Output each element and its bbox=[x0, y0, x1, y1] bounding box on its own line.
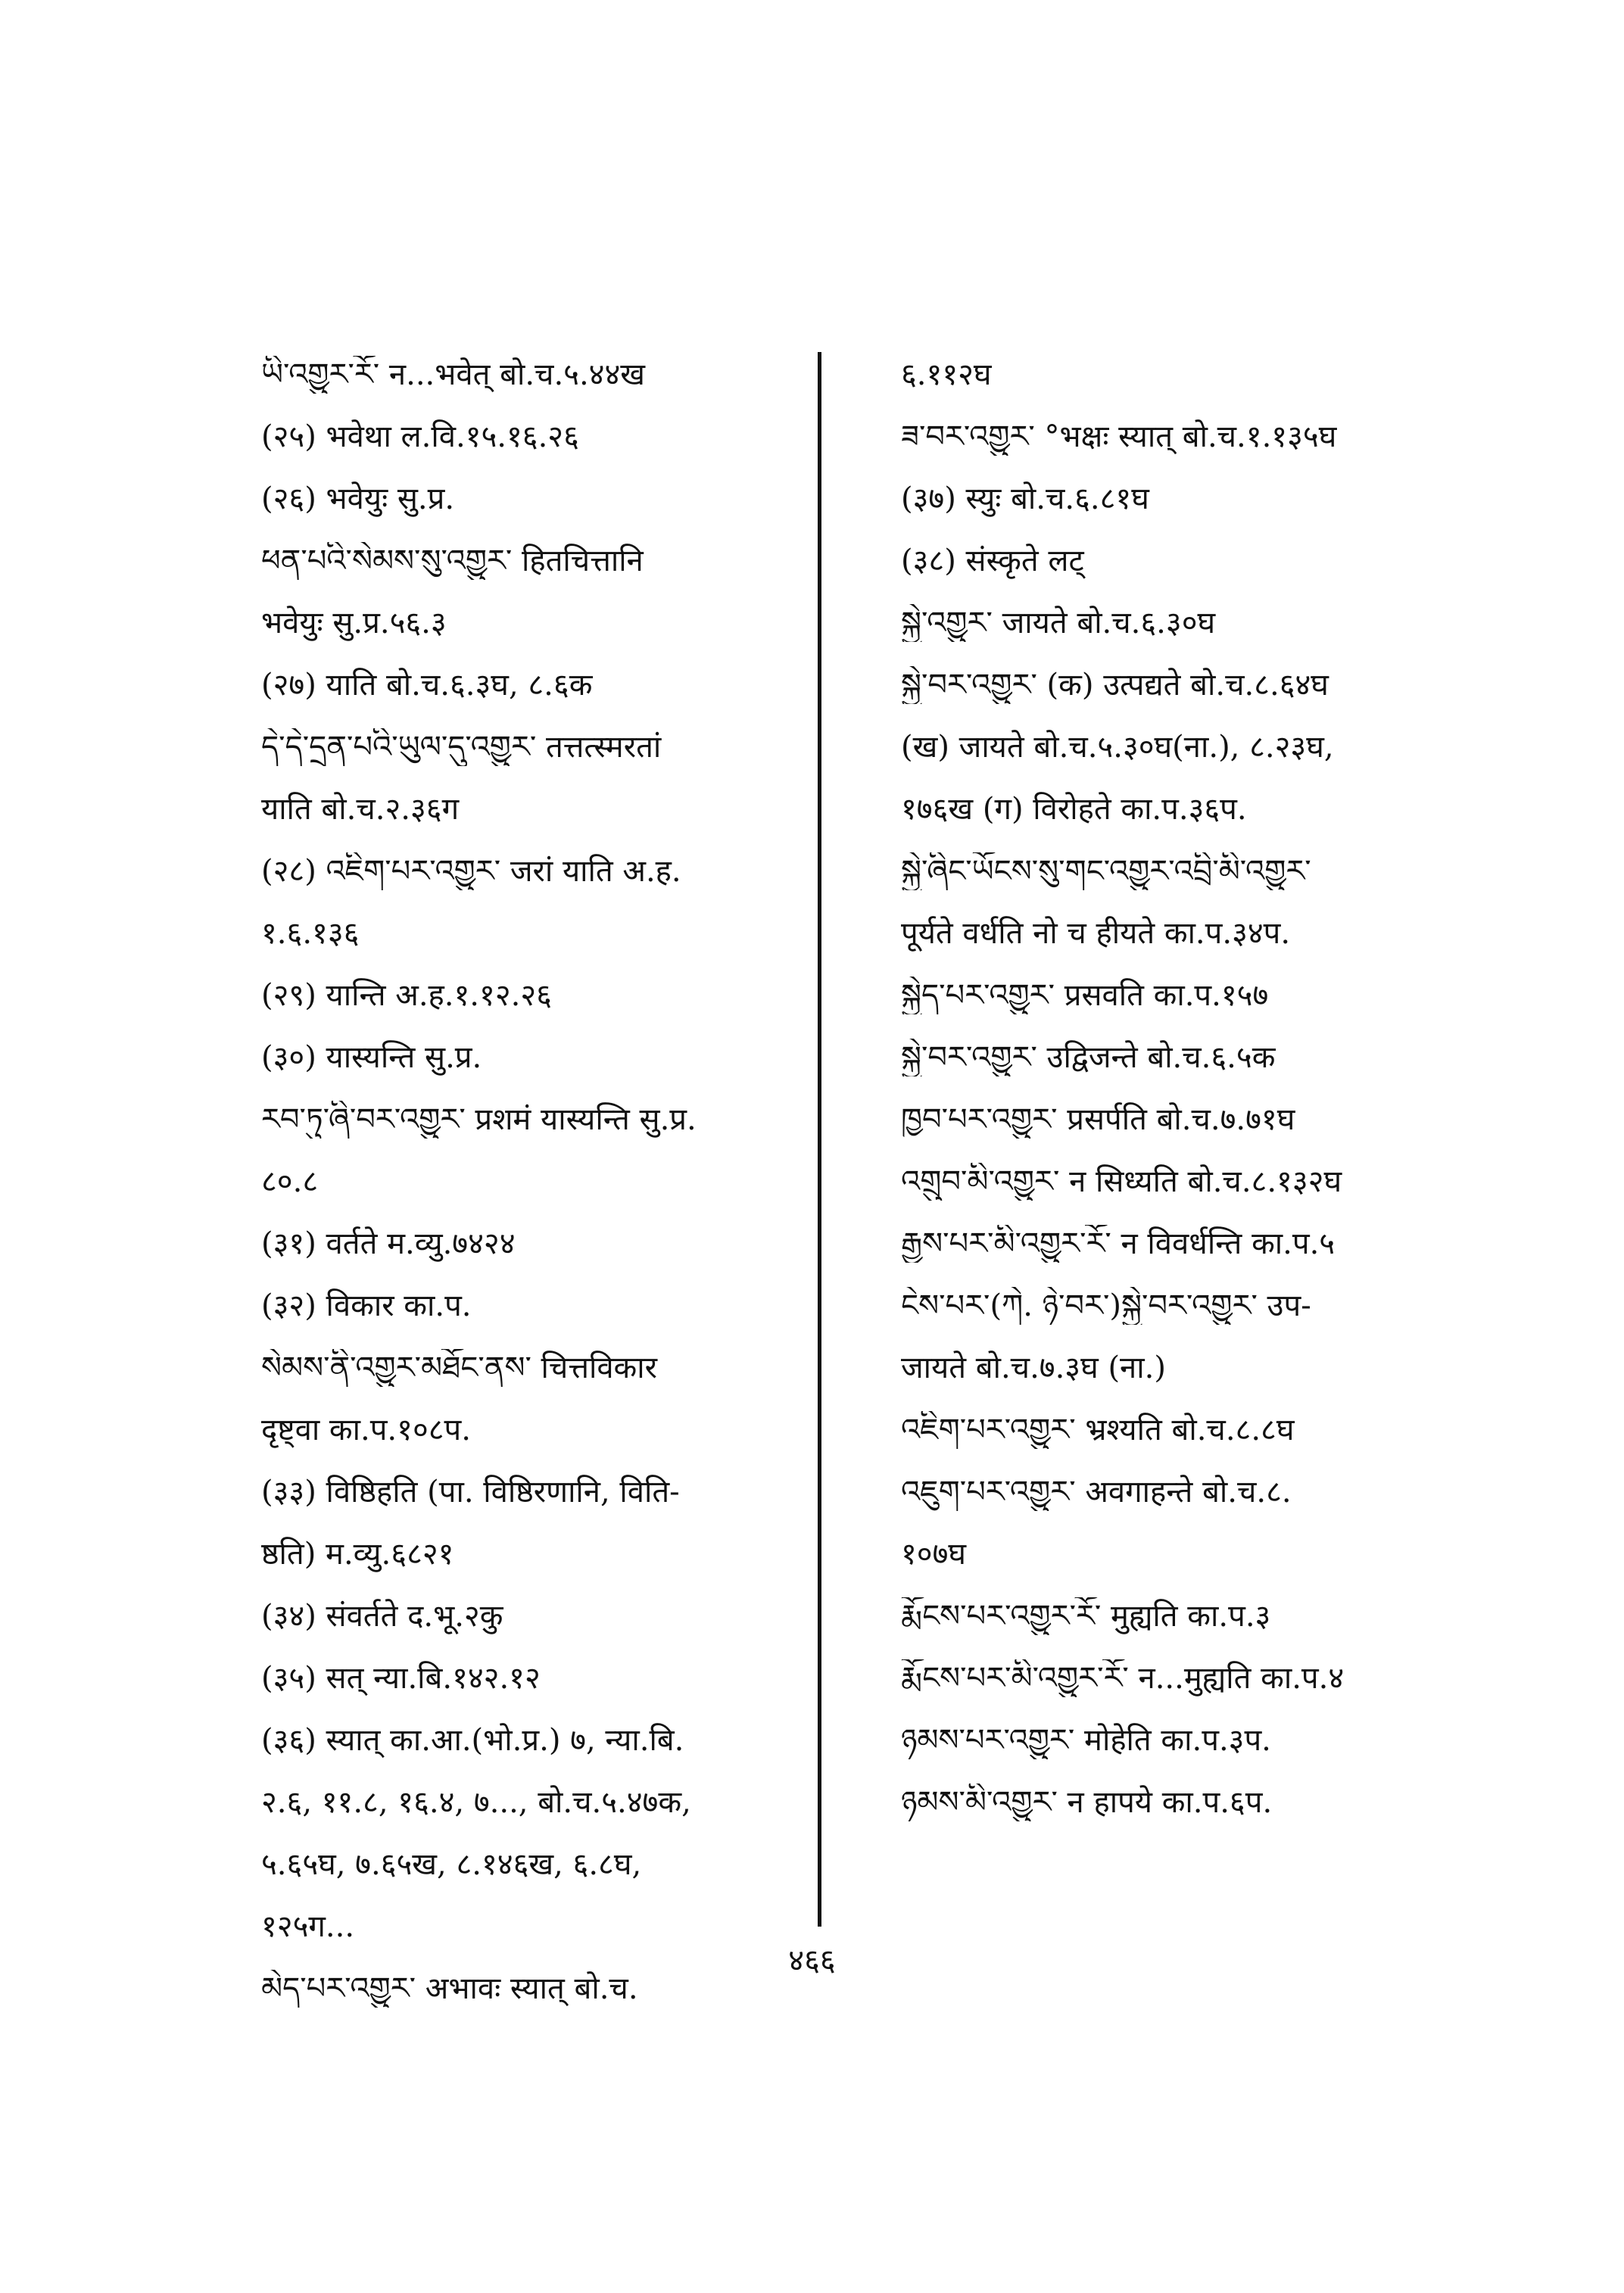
right-column bbox=[901, 356, 1454, 1846]
entry-line: (३०) यास्यन्ति सु.प्र. bbox=[261, 1040, 482, 1075]
entry-line: याति बो.च.२.३६ग bbox=[261, 792, 460, 827]
entry-line: ཕན་པའི་སེམས་སུ་འགྱུར་ हितचित्तानि bbox=[261, 544, 644, 578]
entry-line: ཉམས་མི་འགྱུར་ न हापये का.प.६प. bbox=[901, 1785, 1273, 1820]
entry-line: ष्ठति) म.व्यु.६८२१ bbox=[261, 1537, 454, 1572]
entry-line: སྐྱེད་པར་འགྱུར་ प्रसवति का.प.१५७ bbox=[901, 978, 1269, 1013]
entry-line: (ख) जायते बो.च.५.३०घ(ना.), ८.२३घ, bbox=[901, 730, 1334, 765]
entry-line: १७६ख (ग) विरोहते का.प.३६प. bbox=[901, 792, 1247, 827]
entry-line: जायते बो.च.७.३घ (ना.) bbox=[901, 1351, 1166, 1385]
entry-line: १०७घ bbox=[901, 1537, 967, 1572]
entry-line: སྐྱེ་བར་འགྱུར་ (क) उत्पद्यते बो.च.८.६४घ bbox=[901, 668, 1329, 703]
entry-line: ཟ་བར་འགྱུར་ °भक्षः स्यात् बो.च.१.१३५घ bbox=[901, 419, 1337, 454]
entry-line: (३३) विष्ठिहति (पा. विष्ठिरणानि, विति- bbox=[261, 1475, 680, 1509]
entry-line: འཇིག་པར་འགྱུར་ भ्रश्यति बो.च.८.८घ bbox=[901, 1413, 1295, 1447]
entry-line: སྐྱེ་ཞིང་ཡོངས་སུ་གང་འགྱུར་འབྲི་མི་འགྱུར་ bbox=[901, 854, 1311, 889]
entry-line: (२५) भवेथा ल.वि.१५.१६.२६ bbox=[261, 419, 579, 454]
entry-line: १२५ग... bbox=[261, 1909, 355, 1944]
entry-line: (२६) भवेयुः सु.प्र. bbox=[261, 481, 455, 516]
entry-line: མེད་པར་འགྱུར་ अभावः स्यात् बो.च. bbox=[261, 1971, 638, 2006]
entry-line: भवेयुः सु.प्र.५६.३ bbox=[261, 606, 447, 640]
entry-line: (३८) संस्कृते लट् bbox=[901, 544, 1084, 578]
entry-line: དེ་དེ་དྲན་པའི་ཡུལ་དུ་འགྱུར་ तत्तत्स्मरतां bbox=[261, 730, 662, 765]
entry-line: ཉམས་པར་འགྱུར་ मोहेति का.प.३प. bbox=[901, 1723, 1271, 1758]
entry-line: पूर्यते वर्धति नो च हीयते का.प.३४प. bbox=[901, 916, 1291, 951]
entry-line: (३५) सत् न्या.बि.१४२.१२ bbox=[261, 1661, 541, 1696]
entry-line: སྐྱེ་འགྱུར་ जायते बो.च.६.३०घ bbox=[901, 606, 1216, 640]
entry-line: (३६) स्यात् का.आ.(भो.प्र.) ७, न्या.बि. bbox=[261, 1723, 684, 1758]
left-column bbox=[261, 356, 814, 2032]
entry-line: (३१) वर्तते म.व्यु.७४२४ bbox=[261, 1226, 516, 1261]
entry-line: འཇུག་པར་འགྱུར་ अवगाहन्ते बो.च.८. bbox=[901, 1475, 1292, 1509]
entry-line: (३४) संवर्तते द.भू.२कु bbox=[261, 1599, 503, 1634]
column-divider bbox=[818, 352, 821, 1927]
entry-line: (२७) याति बो.च.६.३घ, ८.६क bbox=[261, 668, 593, 703]
entry-line: སྐྱེ་བར་འགྱུར་ उद्विजन्ते बो.च.६.५क bbox=[901, 1040, 1276, 1075]
entry-line: འགྲུབ་མི་འགྱུར་ न सिध्यति बो.च.८.१३२घ bbox=[901, 1164, 1342, 1199]
entry-line: ངེས་པར་(ཀེ. ཉེ་བར་)སྐྱེ་བར་འགྱུར་ उप- bbox=[901, 1288, 1311, 1323]
entry-line: (२९) यान्ति अ.ह.१.१२.२६ bbox=[261, 978, 552, 1013]
entry-line: ६.११२घ bbox=[901, 357, 992, 392]
entry-line: རྒྱས་པར་མི་འགྱུར་རོ་ न विवर्धन्ति का.प.५ bbox=[901, 1226, 1336, 1261]
entry-line: རྨོངས་པར་མི་འགྱུར་རོ་ न...मुह्यति का.प.४ bbox=[901, 1661, 1345, 1696]
entry-line: १.६.१३६ bbox=[261, 916, 360, 951]
entry-line: (२८) འཇིག་པར་འགྱུར་ जरां याति अ.ह. bbox=[261, 854, 681, 889]
entry-line: ཁྱབ་པར་འགྱུར་ प्रसर्पति बो.च.७.७१घ bbox=[901, 1102, 1295, 1137]
entry-line: ८०.८ bbox=[261, 1164, 319, 1199]
entry-line: दृष्ट्वा का.प.१०८प. bbox=[261, 1413, 471, 1447]
entry-line: (३७) स्युः बो.च.६.८१घ bbox=[901, 481, 1149, 516]
entry-line: २.६, ११.८, १६.४, ७..., बो.च.५.४७क, bbox=[261, 1785, 691, 1820]
entry-line: རྨོངས་པར་འགྱུར་རོ་ मुह्यति का.प.३ bbox=[901, 1599, 1271, 1634]
entry-line: རབ་ཏུ་ཞི་བར་འགྱུར་ प्रशमं यास्यन्ति सु.प्र. bbox=[261, 1102, 697, 1137]
entry-line: (३२) विकार का.प. bbox=[261, 1288, 472, 1323]
entry-line: སེམས་ནི་འགྱུར་མཐོང་ནས་ चित्तविकार bbox=[261, 1351, 657, 1385]
entry-line: ५.६५घ, ७.६५ख, ८.१४६ख, ६.८घ, bbox=[261, 1847, 642, 1882]
page-number: ४६६ bbox=[788, 1943, 836, 1978]
entry-line: ཡི་འགྱུར་རོ་ न...भवेत् बो.च.५.४४ख bbox=[261, 357, 645, 392]
